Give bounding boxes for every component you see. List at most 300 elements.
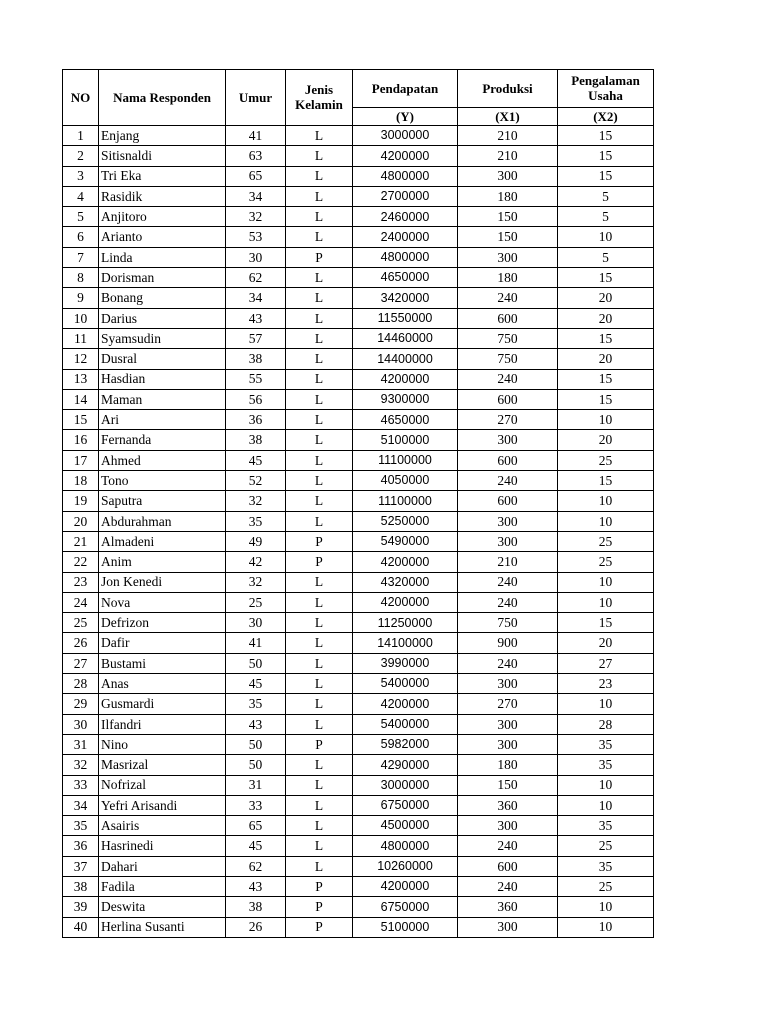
table-row xyxy=(63,531,654,551)
cell-produksi: 300 xyxy=(458,166,558,186)
cell-jenis-kelamin: L xyxy=(286,511,353,531)
cell-pengalaman-usaha: 25 xyxy=(558,552,654,572)
cell-jenis-kelamin: L xyxy=(286,166,353,186)
table-row xyxy=(63,227,654,247)
cell-pendapatan: 6750000 xyxy=(353,897,458,917)
cell-produksi: 300 xyxy=(458,714,558,734)
cell-jenis-kelamin: L xyxy=(286,592,353,612)
cell-umur: 38 xyxy=(226,897,286,917)
table-row xyxy=(63,876,654,896)
cell-produksi: 240 xyxy=(458,592,558,612)
table-row xyxy=(63,816,654,836)
cell-nama-responden: Jon Kenedi xyxy=(99,572,226,592)
cell-nama-responden: Dafir xyxy=(99,633,226,653)
header-no: NO xyxy=(63,70,99,126)
table-body xyxy=(63,126,654,938)
cell-umur: 62 xyxy=(226,268,286,288)
cell-pengalaman-usaha: 35 xyxy=(558,816,654,836)
cell-nama-responden: Bonang xyxy=(99,288,226,308)
cell-pengalaman-usaha: 5 xyxy=(558,247,654,267)
cell-jenis-kelamin: L xyxy=(286,207,353,227)
cell-pendapatan: 4200000 xyxy=(353,146,458,166)
respondent-table xyxy=(62,69,654,938)
table-row xyxy=(63,734,654,754)
cell-produksi: 600 xyxy=(458,308,558,328)
cell-nama-responden: Deswita xyxy=(99,897,226,917)
cell-jenis-kelamin: L xyxy=(286,126,353,146)
cell-no: 39 xyxy=(63,897,99,917)
table-row xyxy=(63,430,654,450)
cell-nama-responden: Almadeni xyxy=(99,531,226,551)
table-row xyxy=(63,917,654,937)
cell-produksi: 300 xyxy=(458,247,558,267)
header-umur: Umur xyxy=(226,70,286,126)
cell-pendapatan: 14400000 xyxy=(353,349,458,369)
cell-pendapatan: 4200000 xyxy=(353,694,458,714)
cell-pengalaman-usaha: 10 xyxy=(558,491,654,511)
cell-pengalaman-usaha: 20 xyxy=(558,349,654,369)
cell-produksi: 180 xyxy=(458,755,558,775)
header-nama-responden: Nama Responden xyxy=(99,70,226,126)
cell-pengalaman-usaha: 25 xyxy=(558,876,654,896)
cell-pengalaman-usaha: 10 xyxy=(558,795,654,815)
table-row xyxy=(63,349,654,369)
table-row xyxy=(63,552,654,572)
cell-produksi: 900 xyxy=(458,633,558,653)
cell-umur: 65 xyxy=(226,816,286,836)
cell-no: 24 xyxy=(63,592,99,612)
cell-pendapatan: 4800000 xyxy=(353,166,458,186)
cell-pengalaman-usaha: 10 xyxy=(558,572,654,592)
cell-umur: 32 xyxy=(226,572,286,592)
cell-no: 16 xyxy=(63,430,99,450)
cell-umur: 38 xyxy=(226,349,286,369)
cell-jenis-kelamin: P xyxy=(286,917,353,937)
table-row xyxy=(63,613,654,633)
cell-pendapatan: 3990000 xyxy=(353,653,458,673)
table-row xyxy=(63,694,654,714)
cell-umur: 62 xyxy=(226,856,286,876)
table-row xyxy=(63,410,654,430)
header-jenis-kelamin: Jenis Kelamin xyxy=(286,70,353,126)
cell-pengalaman-usaha: 15 xyxy=(558,613,654,633)
cell-nama-responden: Ahmed xyxy=(99,450,226,470)
cell-umur: 65 xyxy=(226,166,286,186)
table-row xyxy=(63,268,654,288)
cell-produksi: 240 xyxy=(458,288,558,308)
cell-jenis-kelamin: L xyxy=(286,714,353,734)
cell-no: 18 xyxy=(63,471,99,491)
cell-pendapatan: 5250000 xyxy=(353,511,458,531)
cell-nama-responden: Yefri Arisandi xyxy=(99,795,226,815)
cell-nama-responden: Masrizal xyxy=(99,755,226,775)
cell-no: 36 xyxy=(63,836,99,856)
cell-umur: 50 xyxy=(226,755,286,775)
cell-pendapatan: 3000000 xyxy=(353,775,458,795)
cell-no: 38 xyxy=(63,876,99,896)
cell-no: 26 xyxy=(63,633,99,653)
cell-jenis-kelamin: L xyxy=(286,816,353,836)
cell-no: 4 xyxy=(63,186,99,206)
cell-pengalaman-usaha: 28 xyxy=(558,714,654,734)
cell-no: 2 xyxy=(63,146,99,166)
cell-nama-responden: Dusral xyxy=(99,349,226,369)
table-row xyxy=(63,126,654,146)
table-row xyxy=(63,471,654,491)
cell-produksi: 360 xyxy=(458,795,558,815)
cell-no: 6 xyxy=(63,227,99,247)
cell-pengalaman-usaha: 10 xyxy=(558,694,654,714)
cell-jenis-kelamin: L xyxy=(286,471,353,491)
cell-no: 25 xyxy=(63,613,99,633)
cell-produksi: 180 xyxy=(458,268,558,288)
header-produksi: Produksi xyxy=(458,70,558,108)
cell-produksi: 750 xyxy=(458,328,558,348)
header-produksi-variable: (X1) xyxy=(458,108,558,126)
cell-no: 33 xyxy=(63,775,99,795)
cell-pendapatan: 4800000 xyxy=(353,836,458,856)
cell-jenis-kelamin: P xyxy=(286,531,353,551)
cell-pendapatan: 5982000 xyxy=(353,734,458,754)
cell-produksi: 300 xyxy=(458,531,558,551)
cell-nama-responden: Fernanda xyxy=(99,430,226,450)
cell-nama-responden: Nofrizal xyxy=(99,775,226,795)
cell-no: 31 xyxy=(63,734,99,754)
cell-no: 34 xyxy=(63,795,99,815)
cell-umur: 35 xyxy=(226,511,286,531)
cell-jenis-kelamin: L xyxy=(286,369,353,389)
cell-umur: 33 xyxy=(226,795,286,815)
cell-jenis-kelamin: P xyxy=(286,897,353,917)
cell-pengalaman-usaha: 15 xyxy=(558,389,654,409)
cell-produksi: 750 xyxy=(458,349,558,369)
table-row xyxy=(63,572,654,592)
cell-no: 17 xyxy=(63,450,99,470)
cell-pengalaman-usaha: 5 xyxy=(558,186,654,206)
cell-jenis-kelamin: L xyxy=(286,410,353,430)
table-row xyxy=(63,207,654,227)
cell-no: 28 xyxy=(63,674,99,694)
cell-produksi: 240 xyxy=(458,471,558,491)
cell-jenis-kelamin: L xyxy=(286,653,353,673)
cell-pengalaman-usaha: 20 xyxy=(558,308,654,328)
cell-pendapatan: 2400000 xyxy=(353,227,458,247)
cell-no: 3 xyxy=(63,166,99,186)
cell-produksi: 750 xyxy=(458,613,558,633)
cell-umur: 30 xyxy=(226,613,286,633)
cell-pengalaman-usaha: 35 xyxy=(558,856,654,876)
cell-produksi: 600 xyxy=(458,389,558,409)
cell-pendapatan: 5400000 xyxy=(353,674,458,694)
cell-umur: 52 xyxy=(226,471,286,491)
cell-pendapatan: 3000000 xyxy=(353,126,458,146)
cell-jenis-kelamin: L xyxy=(286,328,353,348)
cell-umur: 45 xyxy=(226,836,286,856)
cell-jenis-kelamin: L xyxy=(286,755,353,775)
cell-no: 5 xyxy=(63,207,99,227)
cell-no: 40 xyxy=(63,917,99,937)
cell-jenis-kelamin: L xyxy=(286,146,353,166)
cell-pendapatan: 14460000 xyxy=(353,328,458,348)
cell-pendapatan: 5490000 xyxy=(353,531,458,551)
cell-produksi: 300 xyxy=(458,816,558,836)
cell-pengalaman-usaha: 10 xyxy=(558,775,654,795)
cell-no: 37 xyxy=(63,856,99,876)
cell-produksi: 180 xyxy=(458,186,558,206)
cell-pengalaman-usaha: 5 xyxy=(558,207,654,227)
table-row xyxy=(63,775,654,795)
table-row xyxy=(63,166,654,186)
cell-pendapatan: 4500000 xyxy=(353,816,458,836)
table-row xyxy=(63,308,654,328)
cell-jenis-kelamin: L xyxy=(286,430,353,450)
cell-nama-responden: Sitisnaldi xyxy=(99,146,226,166)
cell-nama-responden: Syamsudin xyxy=(99,328,226,348)
table-row xyxy=(63,755,654,775)
cell-nama-responden: Darius xyxy=(99,308,226,328)
cell-produksi: 240 xyxy=(458,876,558,896)
cell-pendapatan: 4200000 xyxy=(353,369,458,389)
cell-jenis-kelamin: L xyxy=(286,186,353,206)
table-row xyxy=(63,369,654,389)
cell-jenis-kelamin: P xyxy=(286,734,353,754)
cell-no: 32 xyxy=(63,755,99,775)
cell-produksi: 150 xyxy=(458,775,558,795)
cell-umur: 34 xyxy=(226,288,286,308)
cell-jenis-kelamin: L xyxy=(286,308,353,328)
cell-nama-responden: Hasrinedi xyxy=(99,836,226,856)
cell-umur: 45 xyxy=(226,674,286,694)
cell-pengalaman-usaha: 35 xyxy=(558,734,654,754)
table-row xyxy=(63,653,654,673)
cell-nama-responden: Maman xyxy=(99,389,226,409)
cell-pengalaman-usaha: 10 xyxy=(558,897,654,917)
cell-pengalaman-usaha: 20 xyxy=(558,288,654,308)
cell-pengalaman-usaha: 35 xyxy=(558,755,654,775)
table-row xyxy=(63,795,654,815)
cell-jenis-kelamin: L xyxy=(286,491,353,511)
cell-produksi: 150 xyxy=(458,207,558,227)
cell-umur: 41 xyxy=(226,633,286,653)
cell-pendapatan: 4050000 xyxy=(353,471,458,491)
cell-pendapatan: 3420000 xyxy=(353,288,458,308)
cell-umur: 32 xyxy=(226,207,286,227)
cell-umur: 26 xyxy=(226,917,286,937)
cell-umur: 50 xyxy=(226,734,286,754)
header-pengalaman-variable: (X2) xyxy=(558,108,654,126)
cell-jenis-kelamin: L xyxy=(286,288,353,308)
cell-umur: 30 xyxy=(226,247,286,267)
cell-pengalaman-usaha: 15 xyxy=(558,328,654,348)
table-row xyxy=(63,389,654,409)
cell-pendapatan: 2460000 xyxy=(353,207,458,227)
cell-produksi: 300 xyxy=(458,430,558,450)
cell-umur: 53 xyxy=(226,227,286,247)
cell-pengalaman-usaha: 15 xyxy=(558,268,654,288)
cell-produksi: 210 xyxy=(458,552,558,572)
cell-nama-responden: Tri Eka xyxy=(99,166,226,186)
cell-no: 20 xyxy=(63,511,99,531)
table-row xyxy=(63,836,654,856)
cell-no: 21 xyxy=(63,531,99,551)
table-row xyxy=(63,186,654,206)
cell-pendapatan: 11250000 xyxy=(353,613,458,633)
cell-no: 23 xyxy=(63,572,99,592)
cell-no: 29 xyxy=(63,694,99,714)
cell-umur: 38 xyxy=(226,430,286,450)
cell-jenis-kelamin: L xyxy=(286,389,353,409)
cell-jenis-kelamin: L xyxy=(286,836,353,856)
cell-nama-responden: Nova xyxy=(99,592,226,612)
cell-umur: 41 xyxy=(226,126,286,146)
cell-nama-responden: Dahari xyxy=(99,856,226,876)
table-row xyxy=(63,714,654,734)
cell-jenis-kelamin: L xyxy=(286,572,353,592)
table-row xyxy=(63,856,654,876)
cell-pendapatan: 4200000 xyxy=(353,876,458,896)
cell-pendapatan: 4650000 xyxy=(353,410,458,430)
cell-pengalaman-usaha: 20 xyxy=(558,633,654,653)
cell-produksi: 270 xyxy=(458,694,558,714)
cell-jenis-kelamin: L xyxy=(286,613,353,633)
cell-pendapatan: 5100000 xyxy=(353,430,458,450)
cell-no: 22 xyxy=(63,552,99,572)
cell-umur: 49 xyxy=(226,531,286,551)
table-row xyxy=(63,450,654,470)
table-row xyxy=(63,633,654,653)
table-row xyxy=(63,897,654,917)
cell-nama-responden: Saputra xyxy=(99,491,226,511)
cell-pendapatan: 14100000 xyxy=(353,633,458,653)
cell-nama-responden: Fadila xyxy=(99,876,226,896)
cell-pengalaman-usaha: 15 xyxy=(558,166,654,186)
cell-pendapatan: 4800000 xyxy=(353,247,458,267)
cell-nama-responden: Gusmardi xyxy=(99,694,226,714)
cell-no: 12 xyxy=(63,349,99,369)
cell-pengalaman-usaha: 10 xyxy=(558,592,654,612)
table-row xyxy=(63,674,654,694)
header-pendapatan: Pendapatan xyxy=(353,70,458,108)
cell-pengalaman-usaha: 15 xyxy=(558,369,654,389)
cell-umur: 50 xyxy=(226,653,286,673)
cell-nama-responden: Anim xyxy=(99,552,226,572)
table-row xyxy=(63,511,654,531)
cell-nama-responden: Defrizon xyxy=(99,613,226,633)
cell-nama-responden: Tono xyxy=(99,471,226,491)
cell-umur: 32 xyxy=(226,491,286,511)
table-row xyxy=(63,592,654,612)
cell-umur: 35 xyxy=(226,694,286,714)
cell-pengalaman-usaha: 23 xyxy=(558,674,654,694)
cell-no: 15 xyxy=(63,410,99,430)
cell-produksi: 600 xyxy=(458,450,558,470)
cell-pendapatan: 5400000 xyxy=(353,714,458,734)
cell-produksi: 240 xyxy=(458,369,558,389)
cell-umur: 25 xyxy=(226,592,286,612)
cell-pengalaman-usaha: 15 xyxy=(558,471,654,491)
cell-pengalaman-usaha: 20 xyxy=(558,430,654,450)
cell-produksi: 300 xyxy=(458,734,558,754)
cell-umur: 43 xyxy=(226,308,286,328)
cell-umur: 56 xyxy=(226,389,286,409)
cell-jenis-kelamin: L xyxy=(286,694,353,714)
header-row xyxy=(63,70,654,108)
cell-produksi: 210 xyxy=(458,146,558,166)
cell-pendapatan: 10260000 xyxy=(353,856,458,876)
cell-pengalaman-usaha: 25 xyxy=(558,531,654,551)
cell-jenis-kelamin: P xyxy=(286,552,353,572)
cell-pendapatan: 4200000 xyxy=(353,592,458,612)
cell-umur: 43 xyxy=(226,876,286,896)
cell-nama-responden: Ari xyxy=(99,410,226,430)
cell-produksi: 150 xyxy=(458,227,558,247)
cell-jenis-kelamin: L xyxy=(286,633,353,653)
cell-pendapatan: 4200000 xyxy=(353,552,458,572)
cell-no: 19 xyxy=(63,491,99,511)
cell-nama-responden: Anjitoro xyxy=(99,207,226,227)
cell-pengalaman-usaha: 15 xyxy=(558,126,654,146)
cell-nama-responden: Linda xyxy=(99,247,226,267)
cell-jenis-kelamin: L xyxy=(286,775,353,795)
cell-produksi: 210 xyxy=(458,126,558,146)
cell-nama-responden: Dorisman xyxy=(99,268,226,288)
header-pendapatan-variable: (Y) xyxy=(353,108,458,126)
cell-umur: 42 xyxy=(226,552,286,572)
cell-produksi: 270 xyxy=(458,410,558,430)
cell-jenis-kelamin: P xyxy=(286,876,353,896)
table-row xyxy=(63,328,654,348)
cell-pengalaman-usaha: 25 xyxy=(558,836,654,856)
cell-pengalaman-usaha: 10 xyxy=(558,917,654,937)
cell-nama-responden: Rasidik xyxy=(99,186,226,206)
cell-pendapatan: 6750000 xyxy=(353,795,458,815)
cell-no: 7 xyxy=(63,247,99,267)
cell-umur: 55 xyxy=(226,369,286,389)
cell-pengalaman-usaha: 10 xyxy=(558,227,654,247)
cell-nama-responden: Hasdian xyxy=(99,369,226,389)
cell-no: 11 xyxy=(63,328,99,348)
cell-no: 9 xyxy=(63,288,99,308)
cell-no: 10 xyxy=(63,308,99,328)
cell-umur: 57 xyxy=(226,328,286,348)
cell-no: 13 xyxy=(63,369,99,389)
cell-nama-responden: Herlina Susanti xyxy=(99,917,226,937)
cell-produksi: 300 xyxy=(458,511,558,531)
cell-pengalaman-usaha: 15 xyxy=(558,146,654,166)
cell-umur: 31 xyxy=(226,775,286,795)
cell-nama-responden: Enjang xyxy=(99,126,226,146)
cell-pendapatan: 9300000 xyxy=(353,389,458,409)
cell-umur: 63 xyxy=(226,146,286,166)
cell-nama-responden: Asairis xyxy=(99,816,226,836)
cell-produksi: 240 xyxy=(458,572,558,592)
cell-jenis-kelamin: L xyxy=(286,856,353,876)
cell-pendapatan: 11100000 xyxy=(353,491,458,511)
cell-pendapatan: 4320000 xyxy=(353,572,458,592)
header-pengalaman-usaha: Pengalaman Usaha xyxy=(558,70,654,108)
cell-no: 35 xyxy=(63,816,99,836)
cell-pendapatan: 5100000 xyxy=(353,917,458,937)
cell-jenis-kelamin: L xyxy=(286,450,353,470)
table-row xyxy=(63,146,654,166)
cell-umur: 34 xyxy=(226,186,286,206)
cell-jenis-kelamin: L xyxy=(286,268,353,288)
cell-umur: 45 xyxy=(226,450,286,470)
cell-nama-responden: Ilfandri xyxy=(99,714,226,734)
cell-jenis-kelamin: L xyxy=(286,227,353,247)
cell-pendapatan: 4650000 xyxy=(353,268,458,288)
cell-umur: 43 xyxy=(226,714,286,734)
